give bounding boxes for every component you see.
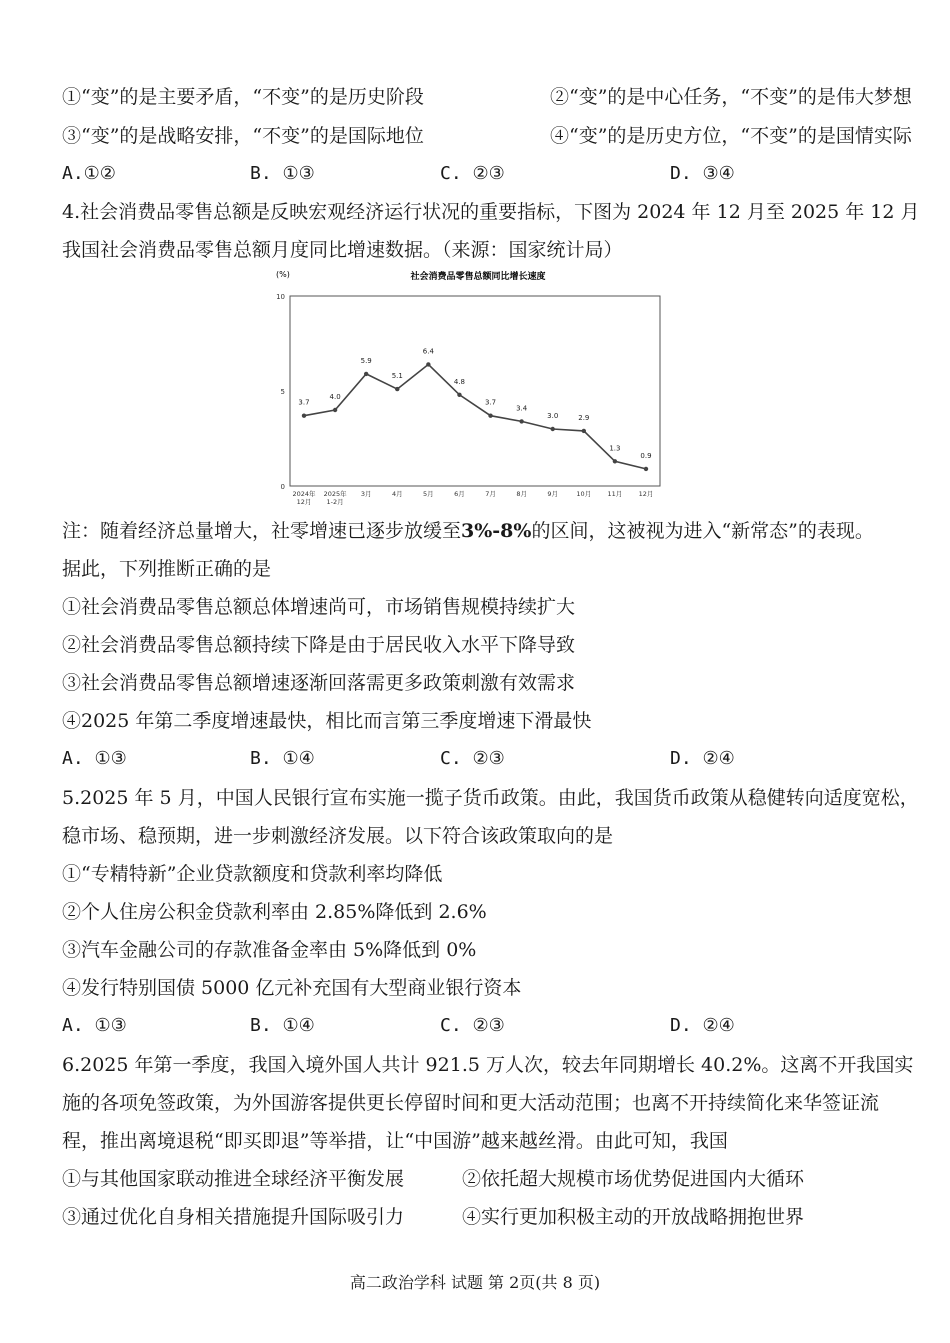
x-tick-label: 1-2月 — [326, 498, 344, 506]
q6-statements-row-1 — [62, 1166, 900, 1192]
q4-stem-line-1: 4.社会消费品零售总额是反映宏观经济运行状况的重要指标，下图为 2024 年 12 月至 2025 年 12 月 — [62, 201, 920, 223]
q6-statement-4: ④实行更加积极主动的开放战略拥抱世界 — [462, 1206, 805, 1228]
x-tick-label: 8月 — [516, 490, 527, 498]
q5-statement-1: ①“专精特新”企业贷款额度和贷款利率均降低 — [62, 863, 443, 885]
retail-sales-growth-chart — [268, 268, 668, 518]
data-point — [395, 387, 399, 391]
q5-stem-line-1: 5.2025 年 5 月，中国人民银行宣布实施一揽子货币政策。由此，我国货币政策从稳健转向适度宽松， — [62, 787, 919, 809]
q5-statement-2: ②个人住房公积金贷款利率由 2.85%降低到 2.6% — [62, 901, 487, 923]
x-tick-label: 2024年 — [292, 490, 316, 498]
data-point — [426, 362, 430, 366]
q6-stem-line-1: 6.2025 年第一季度，我国入境外国人共计 921.5 万人次，较去年同期增长 40.2%。这离不开我国实 — [62, 1054, 914, 1076]
q4-note-pre: 注：随着经济总量增大，社零增速已逐步放缓至 — [62, 520, 462, 542]
chart-title: 社会消费品零售总额同比增长速度 — [410, 272, 546, 282]
q4-choice-d: D. ②④ — [670, 748, 735, 769]
series-line — [304, 364, 646, 469]
data-point — [582, 429, 586, 433]
q3-statement-2: ②“变”的是中心任务，“不变”的是伟大梦想 — [550, 86, 912, 108]
data-label: 4.0 — [329, 393, 341, 401]
y-tick-label: 10 — [276, 293, 285, 301]
data-point — [644, 467, 648, 471]
q4-note-post: 的区间，这被视为进入“新常态”的表现。 — [531, 520, 874, 542]
q6-statement-2: ②依托超大规模市场优势促进国内大循环 — [462, 1168, 805, 1190]
data-point — [302, 414, 306, 418]
data-label: 3.7 — [298, 398, 310, 407]
x-tick-label: 9月 — [547, 490, 559, 498]
q3-choice-d: D. ③④ — [670, 163, 735, 184]
y-tick-label: 0 — [280, 483, 285, 491]
data-point — [488, 414, 492, 418]
data-label: 3.4 — [516, 404, 528, 413]
x-tick-label: 7月 — [485, 490, 496, 498]
q3-choice-a: A.①② — [62, 163, 116, 184]
data-label: 5.9 — [360, 356, 372, 365]
data-label: 0.9 — [640, 451, 652, 460]
data-point — [551, 427, 555, 431]
q6-statement-1: ①与其他国家联动推进全球经济平衡发展 — [62, 1168, 405, 1190]
q3-statement-3: ③“变”的是战略安排，“不变”的是国际地位 — [62, 125, 424, 147]
data-label: 3.0 — [547, 412, 559, 420]
q5-statement-3: ③汽车金融公司的存款准备金率由 5%降低到 0% — [62, 939, 477, 961]
data-label: 6.4 — [422, 347, 434, 356]
q5-statement-4: ④发行特别国债 5000 亿元补充国有大型商业银行资本 — [62, 977, 522, 999]
q4-note — [62, 518, 900, 544]
x-tick-label: 12月 — [296, 498, 312, 506]
q4-note-range: 3%-8% — [461, 520, 532, 542]
x-tick-label: 5月 — [423, 490, 434, 498]
q6-statements-row-2 — [62, 1204, 900, 1230]
x-tick-label: 6月 — [454, 490, 465, 498]
q6-statement-3: ③通过优化自身相关措施提升国际吸引力 — [62, 1206, 405, 1228]
data-label: 3.7 — [484, 398, 497, 407]
q6-stem-line-2: 施的各项免签政策，为外国游客提供更长停留时间和更大活动范围；也离不开持续简化来华签证流 — [62, 1092, 880, 1114]
data-point — [364, 372, 368, 376]
data-label: 4.8 — [453, 377, 466, 386]
q4-statement-3: ③社会消费品零售总额增速逐渐回落需更多政策刺激有效需求 — [62, 672, 576, 694]
data-point — [613, 459, 617, 463]
q3-statement-1: ①“变”的是主要矛盾，“不变”的是历史阶段 — [62, 86, 424, 108]
x-tick-label: 3月 — [360, 490, 372, 498]
data-label: 2.9 — [578, 413, 590, 422]
q6-stem-line-3: 程，推出离境退税“即买即退”等举措，让“中国游”越来越丝滑。由此可知，我国 — [62, 1130, 728, 1152]
chart-y-unit: (%) — [276, 270, 290, 279]
x-tick-label: 12月 — [638, 490, 654, 498]
q3-statements-row-2 — [62, 123, 912, 149]
q4-lead: 据此，下列推断正确的是 — [62, 558, 272, 580]
data-label: 1.3 — [609, 444, 621, 453]
y-tick-label: 5 — [280, 388, 285, 396]
q5-choice-b: B. ①④ — [250, 1015, 315, 1036]
q4-statement-1: ①社会消费品零售总额总体增速尚可，市场销售规模持续扩大 — [62, 596, 576, 618]
data-label: 5.1 — [391, 372, 403, 381]
q4-statement-4: ④2025 年第二季度增速最快，相比而言第三季度增速下滑最快 — [62, 710, 592, 732]
data-point — [333, 408, 337, 412]
q4-choice-a: A. ①③ — [62, 748, 127, 769]
data-point — [457, 393, 461, 397]
q5-choice-a: A. ①③ — [62, 1015, 127, 1036]
q3-statements-row-1 — [62, 84, 912, 110]
q5-choice-c: C. ②③ — [440, 1015, 505, 1036]
x-tick-label: 10月 — [576, 490, 592, 498]
x-tick-label: 2025年 — [323, 490, 347, 498]
q5-stem-line-2: 稳市场、稳预期，进一步刺激经济发展。以下符合该政策取向的是 — [62, 825, 614, 847]
x-tick-label: 4月 — [391, 490, 403, 498]
q4-stem-line-2: 我国社会消费品零售总额月度同比增速数据。（来源：国家统计局） — [62, 239, 623, 261]
q4-statement-2: ②社会消费品零售总额持续下降是由于居民收入水平下降导致 — [62, 634, 576, 656]
x-tick-label: 11月 — [607, 490, 623, 498]
q4-choice-b: B. ①④ — [250, 748, 315, 769]
data-point — [519, 419, 523, 423]
q3-choice-c: C. ②③ — [440, 163, 505, 184]
q3-statement-4: ④“变”的是历史方位，“不变”的是国情实际 — [550, 125, 912, 147]
q4-choice-c: C. ②③ — [440, 748, 505, 769]
q3-choice-b: B. ①③ — [250, 163, 315, 184]
page-footer: 高二政治学科 试题 第 2页(共 8 页) — [349, 1273, 601, 1292]
q5-choice-d: D. ②④ — [670, 1015, 735, 1036]
chart-plot-frame — [290, 296, 660, 486]
